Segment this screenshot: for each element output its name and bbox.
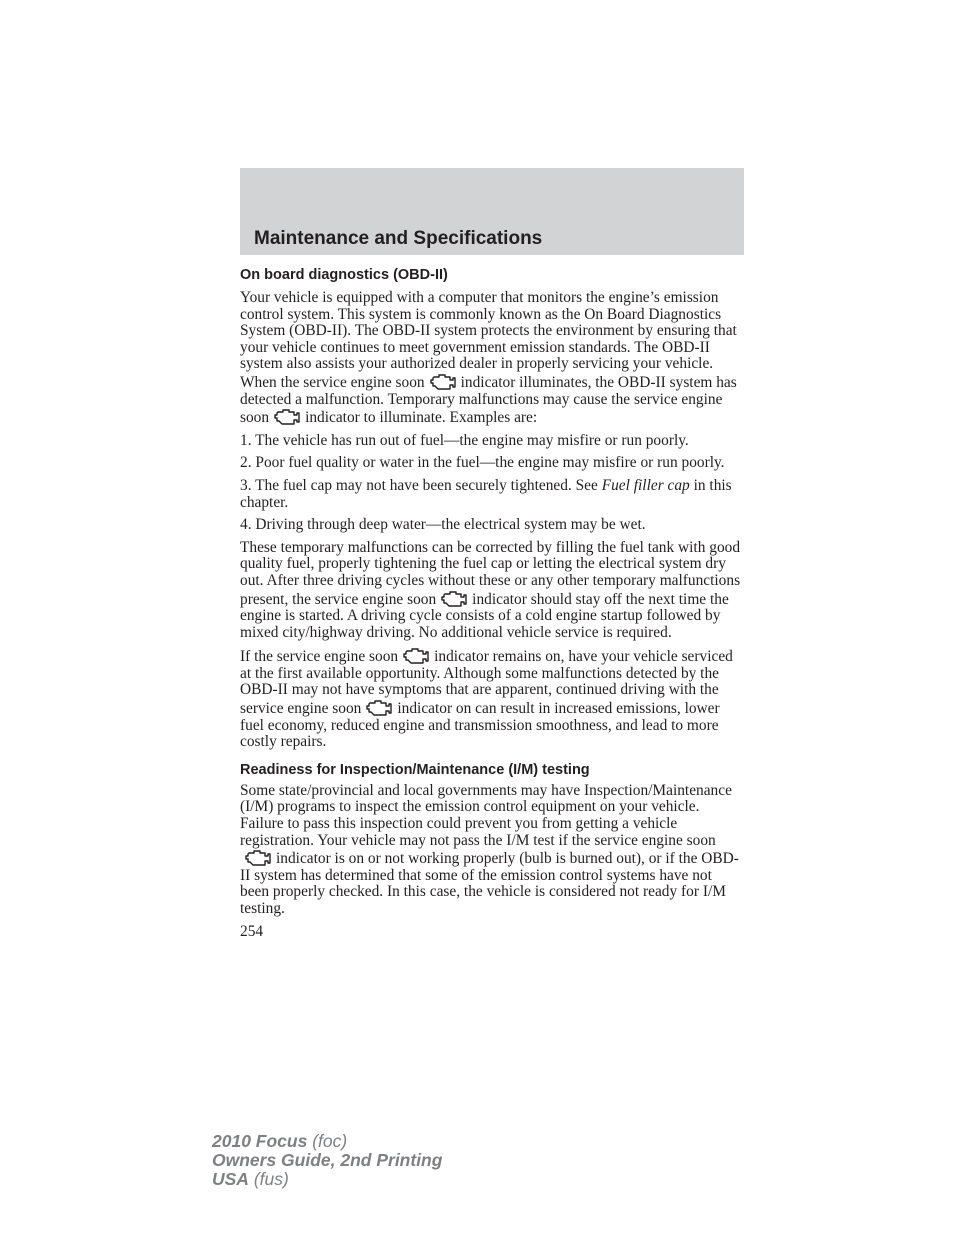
footer-model: 2010 Focus — [212, 1131, 308, 1151]
check-engine-icon — [273, 408, 301, 426]
temporary-malfunctions-text-b: indicator should stay off the next time the engine is started. A driving cycle consists of a cold engine startup followed by mixed city/highway driving. No additional vehicle service is required. — [240, 590, 729, 641]
indicator-remains-on-text-a: If the service engine soon — [240, 648, 399, 666]
indicator-remains-on-text-b: indicator remains on, have your vehicle serviced at the first available opportunity. Although some malfunctions detected by the OBD-II may not have symptoms that are apparent, continued driving with the service engine soon — [240, 648, 733, 718]
list-item-3 — [240, 478, 744, 511]
document-footer — [212, 1132, 442, 1189]
obd-heading: On board diagnostics (OBD-II) — [240, 267, 448, 283]
indicator-remains-on-paragraph — [240, 647, 744, 751]
footer-market-code: (fus) — [253, 1169, 289, 1189]
page-content — [240, 266, 744, 940]
obd-intro-text-c: indicator to illuminate. Examples are: — [305, 409, 538, 427]
list-item-3-text-a: 3. The fuel cap may not have been securely tightened. See — [240, 476, 598, 494]
obd-intro-paragraph — [240, 290, 744, 427]
footer-line-1 — [212, 1132, 442, 1151]
page-section-title: Maintenance and Specifications — [254, 228, 543, 249]
list-item-4: 4. Driving through deep water—the electrical system may be wet. — [240, 516, 646, 534]
check-engine-icon — [440, 590, 468, 608]
im-testing-heading: Readiness for Inspection/Maintenance (I/M) testing — [240, 761, 590, 778]
im-testing-paragraph — [240, 783, 744, 918]
temporary-malfunctions-paragraph — [240, 540, 744, 642]
footer-line-3 — [212, 1170, 442, 1189]
im-testing-text-b: indicator is on or not working properly (bulb is burned out), or if the OBD-II system has determined that some of the emission control systems have not been properly checked. In this case, the vehicle is considered not ready for I/M testing. — [240, 850, 739, 917]
temporary-malfunctions-text-a: These temporary malfunctions can be corrected by filling the fuel tank with good quality fuel, properly tightening the fuel cap or letting the electrical system dry out. After three driving cycles without these or any other temporary malfunctions present, the service engine soon — [240, 538, 741, 608]
obd-intro-text-b: indicator illuminates, the OBD-II system has detected a malfunction. Temporary malfunctions may cause the service engine soon — [240, 373, 737, 427]
check-engine-icon — [244, 849, 272, 867]
list-item-3-text-b: in this chapter. — [240, 476, 732, 511]
im-testing-text-a: Some state/provincial and local governments may have Inspection/Maintenance (I/M) programs to inspect the emission control equipment on your vehicle. Failure to pass this inspection could prevent you from getting a vehicle registration. Your vehicle may not pass the I/M test if the service engine soon — [240, 781, 732, 849]
check-engine-icon — [365, 699, 393, 717]
indicator-remains-on-text-c: indicator on can result in increased emissions, lower fuel economy, reduced engine and transmission smoothness, and lead to more costly repairs. — [240, 700, 720, 751]
check-engine-icon — [402, 647, 430, 665]
footer-market: USA — [212, 1169, 249, 1189]
list-item-2: 2. Poor fuel quality or water in the fuel—the engine may misfire or run poorly. — [240, 454, 725, 472]
fuel-filler-cap-reference: Fuel filler cap — [601, 476, 690, 494]
footer-model-code: (foc) — [312, 1131, 348, 1151]
list-item-1: 1. The vehicle has run out of fuel—the engine may misfire or run poorly. — [240, 431, 689, 449]
check-engine-icon — [429, 373, 457, 391]
footer-line-2: Owners Guide, 2nd Printing — [212, 1150, 443, 1170]
obd-intro-text-a: Your vehicle is equipped with a computer that monitors the engine’s emission control system. This system is commonly known as the On Board Diagnostics System (OBD-II). The OBD-II system protects the environment by ensuring that your vehicle continues to meet government emission standards. The OBD-II system also assists your authorized dealer in properly servicing your vehicle. When the service engine soon — [240, 289, 737, 391]
page-number: 254 — [240, 922, 264, 940]
